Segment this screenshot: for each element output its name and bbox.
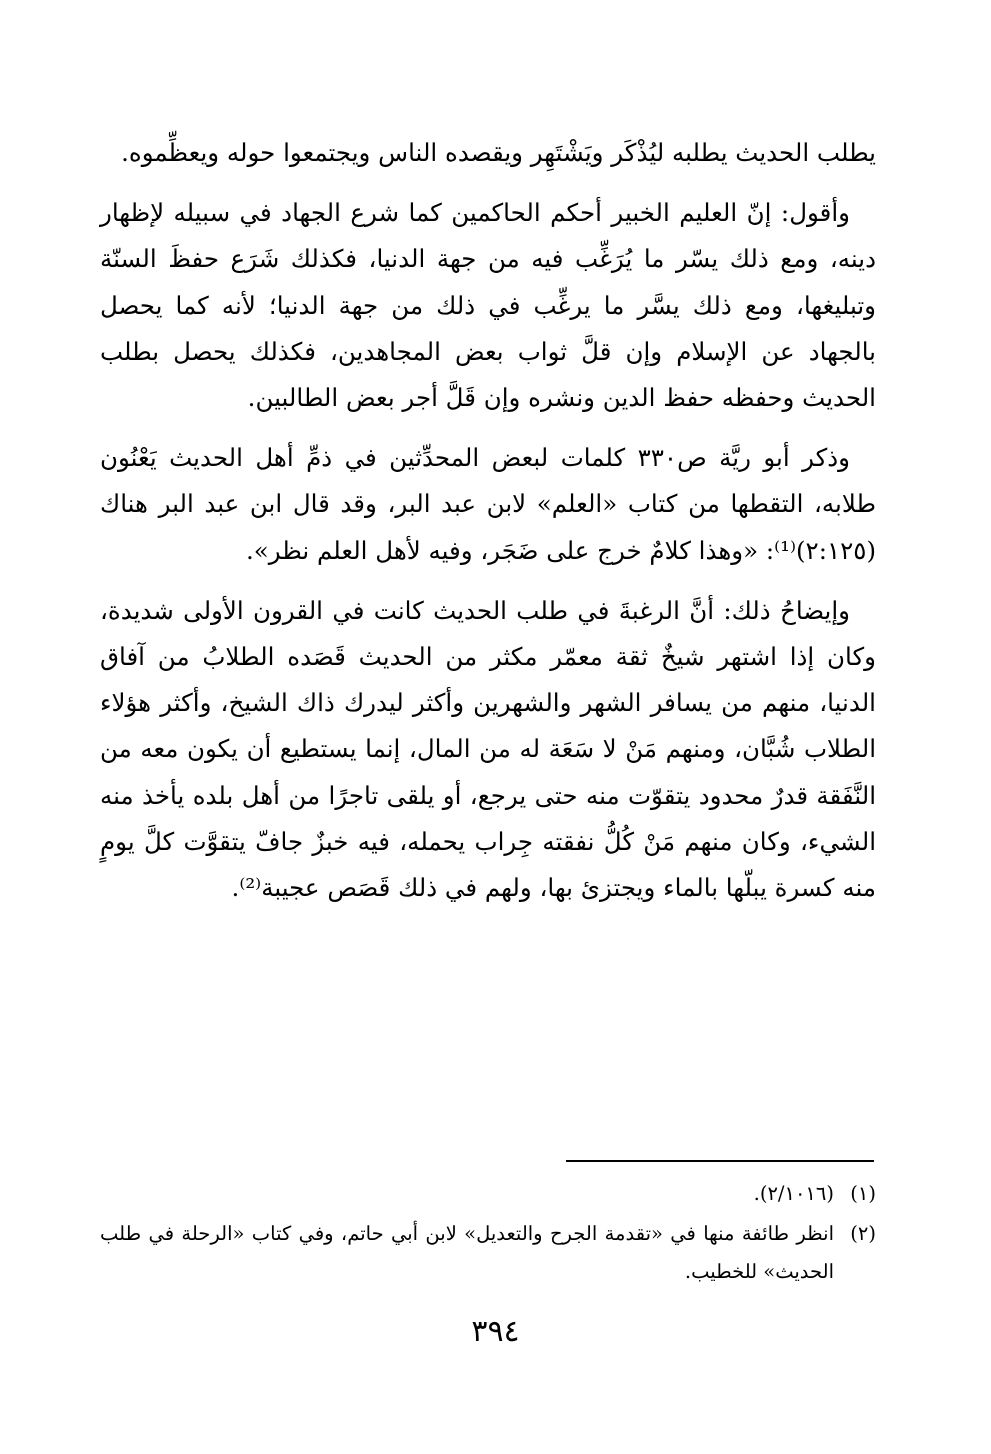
- footnotes: [100, 1175, 876, 1293]
- footnote-item: [100, 1215, 876, 1291]
- main-text: [100, 130, 876, 925]
- footnote-text: (٢/١٠١٦).: [753, 1182, 834, 1205]
- paragraph: يطلب الحديث يطلبه ليُذْكَر ويَشْتَهِر ويقصده الناس ويجتمعوا حوله ويعظِّموه.: [121, 138, 876, 167]
- footnote-number: (١): [850, 1182, 876, 1205]
- paragraph: وإيضاحُ ذلك: أنَّ الرغبةَ في طلب الحديث كانت في القرون الأولى شديدة، وكان إذا اشتهر شيخٌ ثقة معمّر مكثر من الحديث قَصَده الطلابُ من آفاق الدنيا، منهم من يسافر الشهر والشهرين وأكثر ليدرك ذاك الشيخ، وأكثر هؤلاء الطلاب شُبَّان، ومنهم مَنْ لا سَعَة له من المال، إنما يستطيع أن يكون معه من النَّفَقة قدرٌ محدود يتقوّت منه حتى يرجع، أو يلقى تاجرًا من أهل بلده يأخذ منه الشيء، وكان منهم مَنْ كُلُّ نفقته جِراب يحمله، فيه خبزٌ جافّ يتقوَّت كلَّ يومٍ منه كسرة يبلّها بالماء ويجتزئ بها، ولهم في ذلك قَصَص عجيبة⁽²⁾.: [100, 595, 876, 903]
- footnote-item: [100, 1175, 876, 1213]
- footnote-text: انظر طائفة منها في «تقدمة الجرح والتعديل» لابن أبي حاتم، وفي كتاب «الرحلة في طلب الحديث» للخطيب.: [100, 1222, 834, 1283]
- footnote-number: (٢): [850, 1222, 876, 1245]
- paragraph: وذكر أبو ريَّة ص٣٣٠ كلمات لبعض المحدِّثين في ذمِّ أهل الحديث يَعْنُون طلابه، التقطها من كتاب «العلم» لابن عبد البر، وقد قال ابن عبد البر هناك (٢:١٢٥)⁽¹⁾: «وهذا كلامٌ خرج على ضَجَر، وفيه لأهل العلم نظر».: [100, 443, 876, 565]
- footnote-divider: [566, 1160, 874, 1162]
- page-number: ٣٩٤: [471, 1314, 520, 1349]
- paragraph: وأقول: إنّ العليم الخبير أحكم الحاكمين كما شرع الجهاد في سبيله لإظهار دينه، ومع ذلك يسّر ما يُرَغِّب فيه من جهة الدنيا، فكذلك شَرَع حفظَ السنّة وتبليغها، ومع ذلك يسَّر ما يرغِّب في ذلك من جهة الدنيا؛ لأنه كما يحصل بالجهاد عن الإسلام وإن قلَّ ثواب بعض المجاهدين، فكذلك يحصل بطلب الحديث وحفظه حفظ الدين ونشره وإن قَلَّ أجر بعض الطالبين.: [100, 198, 876, 413]
